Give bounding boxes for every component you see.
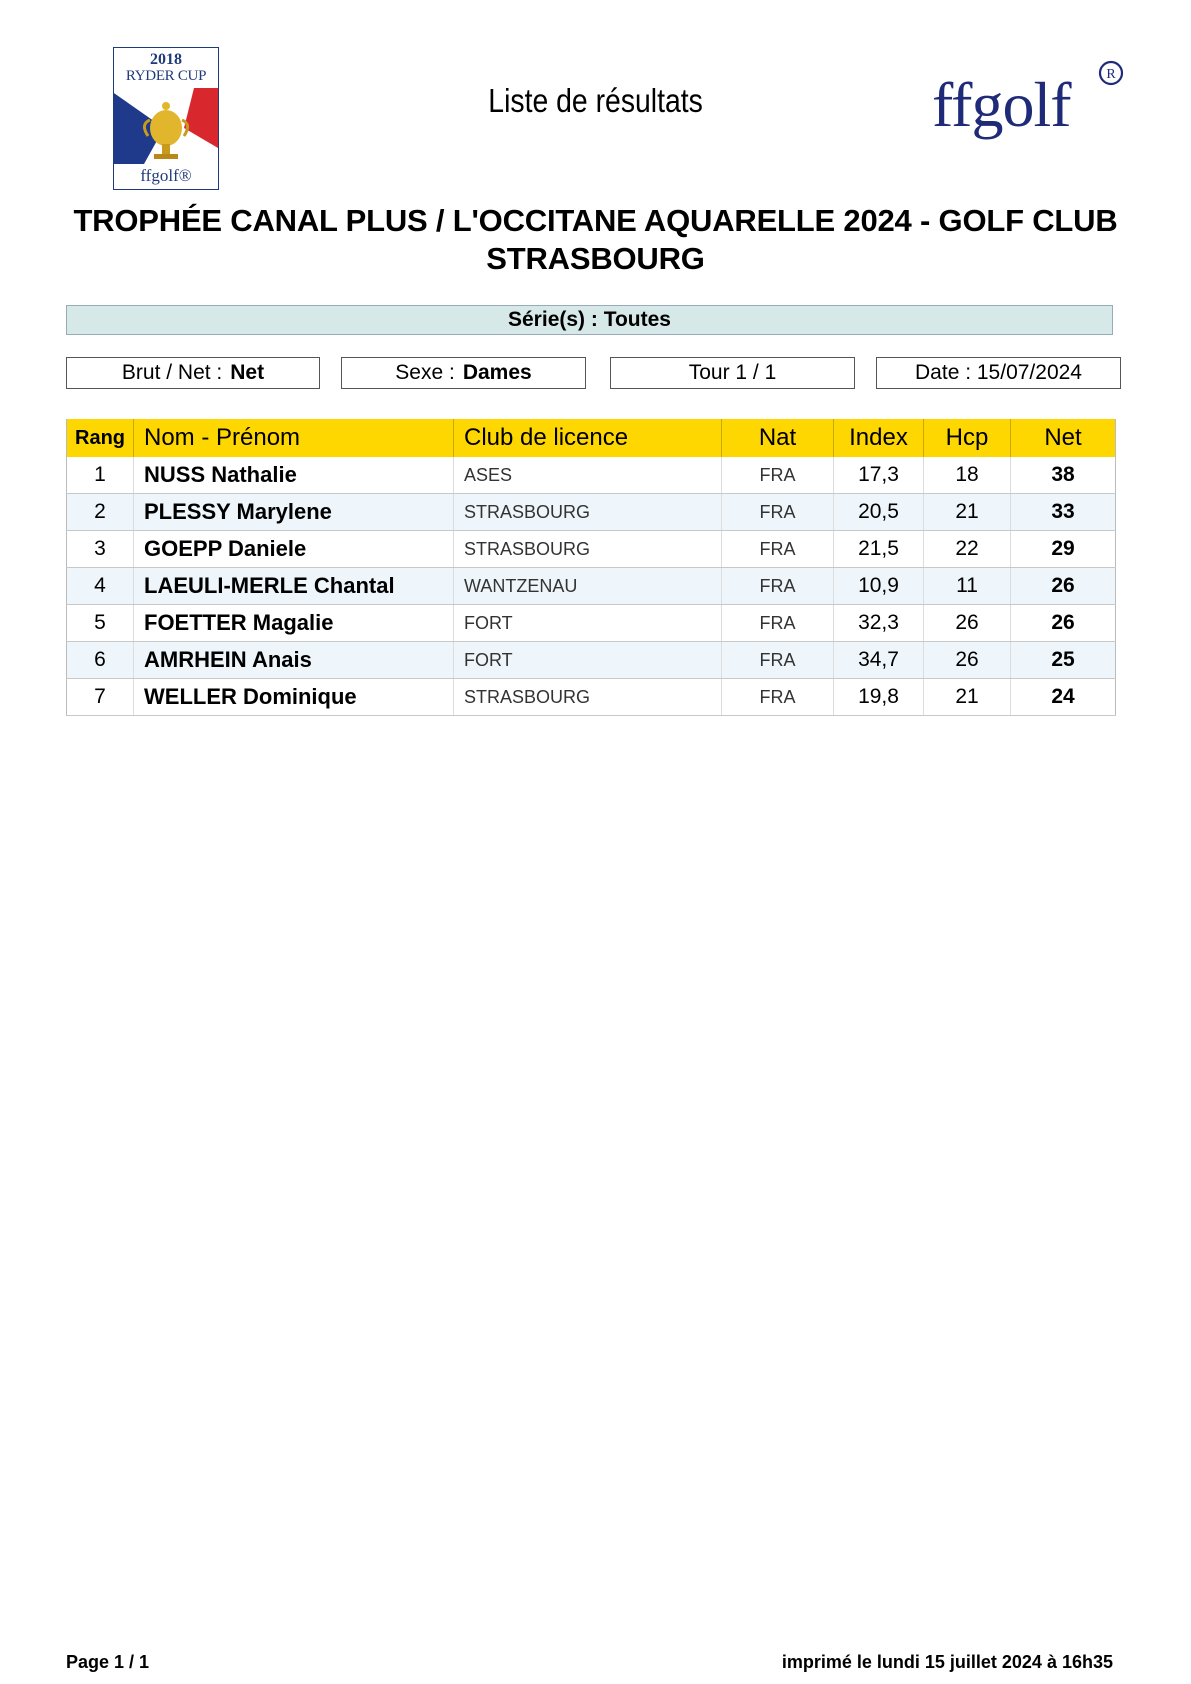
cell-nat: FRA [722,568,834,605]
brut-net-filter [66,357,320,389]
cell-club: STRASBOURG [454,679,722,716]
brut-net-value: Net [230,361,265,384]
cell-nat: FRA [722,605,834,642]
cell-net: 29 [1011,531,1116,568]
cell-club: WANTZENAU [454,568,722,605]
tour-filter: Tour 1 / 1 [610,357,855,389]
column-header-nom: Nom - Prénom [134,419,454,457]
cell-rang: 2 [67,494,134,531]
cell-index: 17,3 [834,457,924,494]
cell-rang: 7 [67,679,134,716]
sexe-filter [341,357,586,389]
cell-index: 10,9 [834,568,924,605]
cell-nat: FRA [722,494,834,531]
cell-club: STRASBOURG [454,531,722,568]
cell-hcp: 26 [924,642,1011,679]
event-title-line1: TROPHÉE CANAL PLUS / L'OCCITANE AQUARELLE 2024 - GOLF CLUB [73,203,1118,238]
cell-index: 19,8 [834,679,924,716]
cell-rang: 1 [67,457,134,494]
cell-hcp: 26 [924,605,1011,642]
registered-icon [1098,60,1124,86]
print-timestamp: imprimé le lundi 15 juillet 2024 à 16h35 [781,1652,1113,1672]
ffgolf-wordmark: ffgolf [932,69,1071,140]
cell-nom: FOETTER Magalie [134,605,454,642]
cell-nat: FRA [722,531,834,568]
brut-net-label: Brut / Net : [121,361,223,384]
cell-nom: PLESSY Marylene [134,494,454,531]
cell-club: ASES [454,457,722,494]
cell-hcp: 11 [924,568,1011,605]
column-header-rang: Rang [67,419,134,457]
cell-rang: 6 [67,642,134,679]
sexe-value: Dames [462,361,532,384]
cell-net: 25 [1011,642,1116,679]
table-row [67,494,1116,531]
ffgolf-logo [932,60,1132,150]
cell-hcp: 22 [924,531,1011,568]
ryder-logo-name: RYDER CUP [125,68,207,84]
cell-nat: FRA [722,457,834,494]
event-title-line2: STRASBOURG [486,241,705,276]
cell-hcp: 18 [924,457,1011,494]
cell-nom: AMRHEIN Anais [134,642,454,679]
document-title: Liste de résultats [488,82,703,119]
cell-nat: FRA [722,642,834,679]
cell-hcp: 21 [924,679,1011,716]
cell-net: 24 [1011,679,1116,716]
sexe-label: Sexe : [395,361,455,384]
cell-index: 21,5 [834,531,924,568]
cell-nom: NUSS Nathalie [134,457,454,494]
table-row [67,679,1116,716]
table-row [67,531,1116,568]
table-row [67,642,1116,679]
cell-hcp: 21 [924,494,1011,531]
ryder-logo-brand: ffgolf® [140,166,192,185]
column-header-club: Club de licence [454,419,722,457]
cell-nom: LAEULI-MERLE Chantal [134,568,454,605]
cell-club: FORT [454,605,722,642]
cell-nom: WELLER Dominique [134,679,454,716]
page-number: Page 1 / 1 [66,1652,150,1672]
table-header-row [67,419,1116,457]
column-header-hcp: Hcp [924,419,1011,457]
date-filter: Date : 15/07/2024 [876,357,1121,389]
cell-index: 32,3 [834,605,924,642]
column-header-net: Net [1011,419,1116,457]
cell-net: 33 [1011,494,1116,531]
cell-index: 34,7 [834,642,924,679]
cell-club: STRASBOURG [454,494,722,531]
svg-text:R: R [1106,67,1116,82]
cell-club: FORT [454,642,722,679]
cell-rang: 5 [67,605,134,642]
ryder-logo-year: 2018 [150,51,182,68]
table-row [67,568,1116,605]
cell-index: 20,5 [834,494,924,531]
event-title [40,202,1151,278]
column-header-index: Index [834,419,924,457]
series-filter: Série(s) : Toutes [66,305,1113,335]
table-row [67,457,1116,494]
cell-rang: 4 [67,568,134,605]
cell-net: 26 [1011,568,1116,605]
cell-net: 26 [1011,605,1116,642]
cell-nat: FRA [722,679,834,716]
cell-net: 38 [1011,457,1116,494]
column-header-nat: Nat [722,419,834,457]
results-table [66,419,1116,716]
cell-rang: 3 [67,531,134,568]
cell-nom: GOEPP Daniele [134,531,454,568]
table-row [67,605,1116,642]
